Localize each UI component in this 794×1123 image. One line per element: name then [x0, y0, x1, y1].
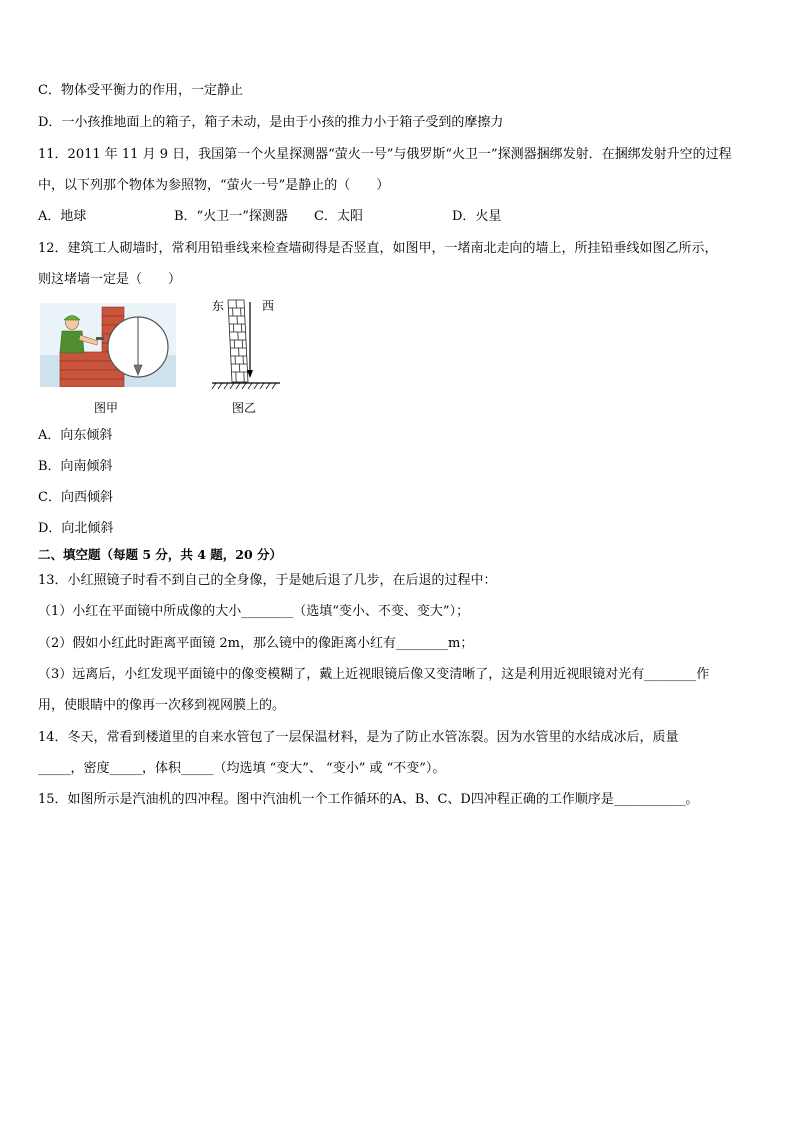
question-13-part2: （2）假如小红此时距离平面镜 2m，那么镜中的像距离小红有________m；	[38, 636, 474, 651]
question-12-line2: 则这堵墙一定是（ ）	[38, 272, 182, 287]
q12-option-a: A．向东倾斜	[38, 428, 113, 443]
tilted-wall	[228, 300, 248, 382]
question-15: 15．如图所示是汽油机的四冲程。图中汽油机一个工作循环的A、B、C、D四冲程正确的工作顺序是___________。	[38, 792, 699, 807]
question-13-part3-line1: （3）远离后，小红发现平面镜中的像变模糊了，戴上近视眼镜后像又变清晰了，这是利用近视眼镜对光有________作	[38, 667, 710, 682]
option-c-prev: C．物体受平衡力的作用，一定静止	[38, 83, 243, 98]
figure-yi-tilted-wall	[210, 298, 282, 394]
section-heading-fill-in: 二、填空题（每题 5 分，共 4 题，20 分）	[38, 547, 283, 562]
q11-option-a: A．地球	[38, 209, 87, 224]
question-13-part3-line2: 用，使眼睛中的像再一次移到视网膜上的。	[38, 698, 286, 713]
q11-option-c: C．太阳	[314, 209, 363, 224]
option-d-prev: D．一小孩推地面上的箱子，箱子未动，是由于小孩的推力小于箱子受到的摩擦力	[38, 115, 504, 130]
ground-hatch	[212, 383, 276, 389]
label-west: 西	[262, 299, 275, 313]
q12-option-c: C．向西倾斜	[38, 490, 113, 505]
question-11-line2: 中，以下列那个物体为参照物，“萤火一号”是静止的（ ）	[38, 178, 390, 193]
question-14-line1: 14．冬天，常看到楼道里的自来水管包了一层保温材料，是为了防止水管冻裂。因为水管里的水结成冰后，质量	[38, 730, 679, 745]
label-east: 东	[212, 299, 225, 313]
figure-jia-bricklayer	[40, 303, 176, 387]
caption-figure-jia: 图甲	[94, 401, 119, 415]
question-13-part1: （1）小红在平面镜中所成像的大小________（选填“变小、不变、变大”）；	[38, 604, 470, 619]
question-13: 13．小红照镜子时看不到自己的全身像，于是她后退了几步，在后退的过程中：	[38, 573, 497, 588]
question-11-line1: 11．2011 年 11 月 9 日，我国第一个火星探测器“萤火一号”与俄罗斯“火卫一”探测器捆绑发射．在捆绑发射升空的过程	[38, 147, 732, 162]
caption-figure-yi: 图乙	[232, 401, 257, 415]
q12-option-d: D．向北倾斜	[38, 521, 114, 536]
magnified-plumb-line	[108, 317, 168, 377]
question-14-line2: _____，密度_____，体积_____（均选填 “变大”、 “变小” 或 “不变”）。	[38, 761, 446, 776]
q11-option-d: D．火星	[452, 209, 502, 224]
q11-option-b: B．“火卫一”探测器	[174, 209, 288, 224]
question-12-line1: 12．建筑工人砌墙时，常利用铅垂线来检查墙砌得是否竖直，如图甲，一堵南北走向的墙上，所挂铅垂线如图乙所示，	[38, 241, 718, 256]
q12-option-b: B．向南倾斜	[38, 459, 113, 474]
